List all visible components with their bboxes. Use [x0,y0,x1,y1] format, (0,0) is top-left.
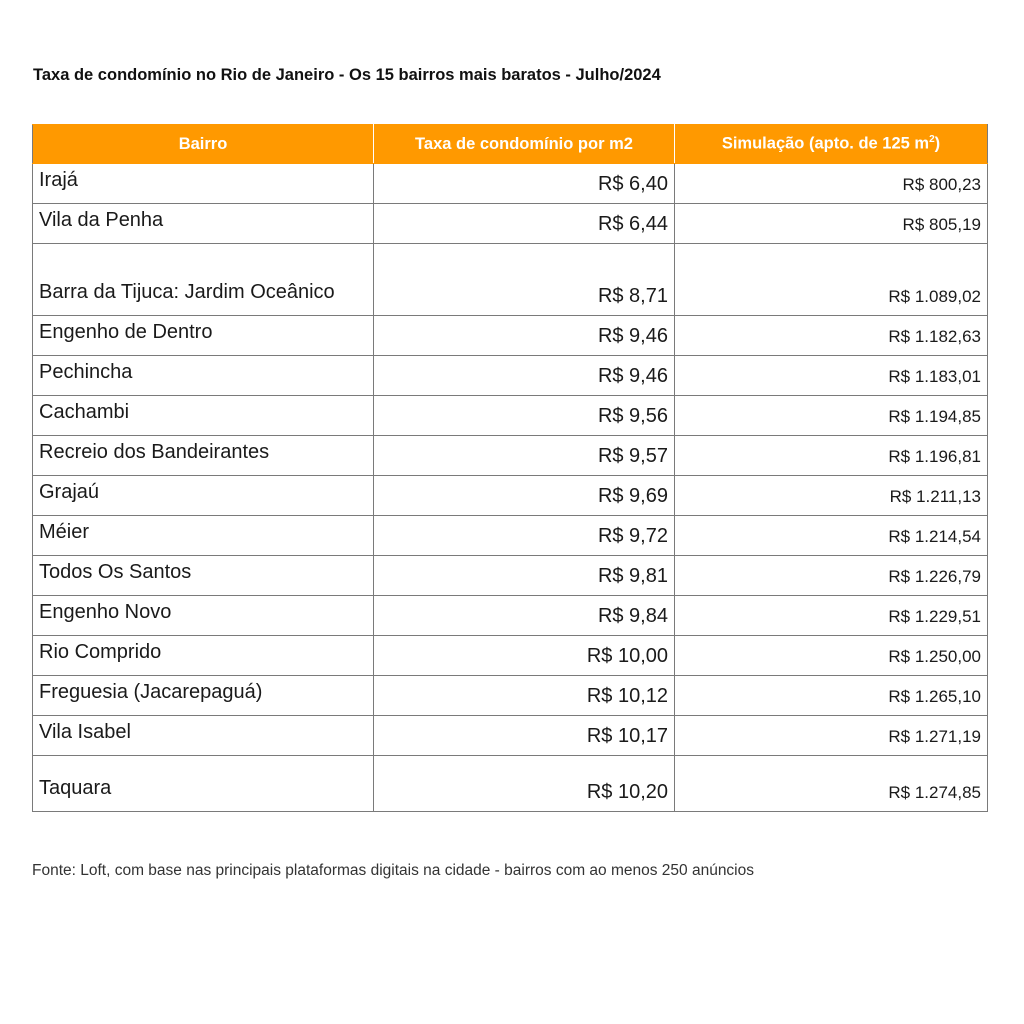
table-row [33,596,988,636]
cell-taxa: R$ 10,12 [374,676,675,716]
cell-taxa: R$ 10,17 [374,716,675,756]
cell-simulacao: R$ 1.211,13 [675,476,988,516]
cell-simulacao: R$ 1.182,63 [675,316,988,356]
cell-simulacao: R$ 800,23 [675,164,988,204]
cell-bairro: Recreio dos Bandeirantes [33,436,374,476]
table-row [33,244,988,316]
cell-bairro: Grajaú [33,476,374,516]
cell-bairro: Engenho de Dentro [33,316,374,356]
cell-bairro: Rio Comprido [33,636,374,676]
cell-taxa: R$ 9,56 [374,396,675,436]
table-row [33,356,988,396]
cell-taxa: R$ 9,46 [374,356,675,396]
cell-simulacao: R$ 1.089,02 [675,244,988,316]
column-header-simulacao-text: Simulação (apto. de 125 m [721,134,930,153]
cell-simulacao: R$ 1.183,01 [675,356,988,396]
cell-taxa: R$ 6,44 [374,204,675,244]
cell-bairro: Barra da Tijuca: Jardim Oceânico [33,244,374,316]
cell-bairro: Engenho Novo [33,596,374,636]
cell-taxa: R$ 10,00 [374,636,675,676]
cell-simulacao: R$ 1.274,85 [675,756,988,812]
cell-taxa: R$ 9,57 [374,436,675,476]
cell-simulacao: R$ 1.250,00 [675,636,988,676]
superscript-2: 2 [929,134,935,146]
cell-simulacao: R$ 1.196,81 [675,436,988,476]
cell-simulacao: R$ 805,19 [675,204,988,244]
table-row [33,316,988,356]
cell-taxa: R$ 6,40 [374,164,675,204]
table-row [33,676,988,716]
cell-simulacao: R$ 1.271,19 [675,716,988,756]
cell-bairro: Vila Isabel [33,716,374,756]
cell-taxa: R$ 9,69 [374,476,675,516]
cell-simulacao: R$ 1.194,85 [675,396,988,436]
cell-simulacao: R$ 1.214,54 [675,516,988,556]
cell-bairro: Taquara [33,756,374,812]
cell-taxa: R$ 9,84 [374,596,675,636]
page-title: Taxa de condomínio no Rio de Janeiro - Os 15 bairros mais baratos - Julho/2024 [33,66,661,84]
column-header-simulacao [675,125,988,164]
table-body [33,164,988,812]
table-row [33,716,988,756]
cell-taxa: R$ 8,71 [374,244,675,316]
cell-bairro: Todos Os Santos [33,556,374,596]
cell-bairro: Vila da Penha [33,204,374,244]
table-row [33,396,988,436]
cell-taxa: R$ 9,81 [374,556,675,596]
table-row [33,636,988,676]
cell-simulacao: R$ 1.229,51 [675,596,988,636]
cell-taxa: R$ 10,20 [374,756,675,812]
table-header-row [33,125,988,164]
table-row [33,556,988,596]
column-header-simulacao-close: ) [934,134,941,153]
table-row [33,436,988,476]
cell-bairro: Cachambi [33,396,374,436]
cell-bairro: Irajá [33,164,374,204]
table-row [33,756,988,812]
table-row [33,516,988,556]
condo-fee-table [32,124,988,812]
source-note: Fonte: Loft, com base nas principais plataformas digitais na cidade - bairros com ao menos 250 anúncios [32,862,754,879]
cell-bairro: Freguesia (Jacarepaguá) [33,676,374,716]
table-row [33,204,988,244]
cell-simulacao: R$ 1.265,10 [675,676,988,716]
table-row [33,164,988,204]
cell-taxa: R$ 9,46 [374,316,675,356]
column-header-taxa: Taxa de condomínio por m2 [374,125,675,164]
cell-bairro: Méier [33,516,374,556]
cell-simulacao: R$ 1.226,79 [675,556,988,596]
cell-taxa: R$ 9,72 [374,516,675,556]
column-header-bairro: Bairro [33,125,374,164]
table-row [33,476,988,516]
cell-bairro: Pechincha [33,356,374,396]
